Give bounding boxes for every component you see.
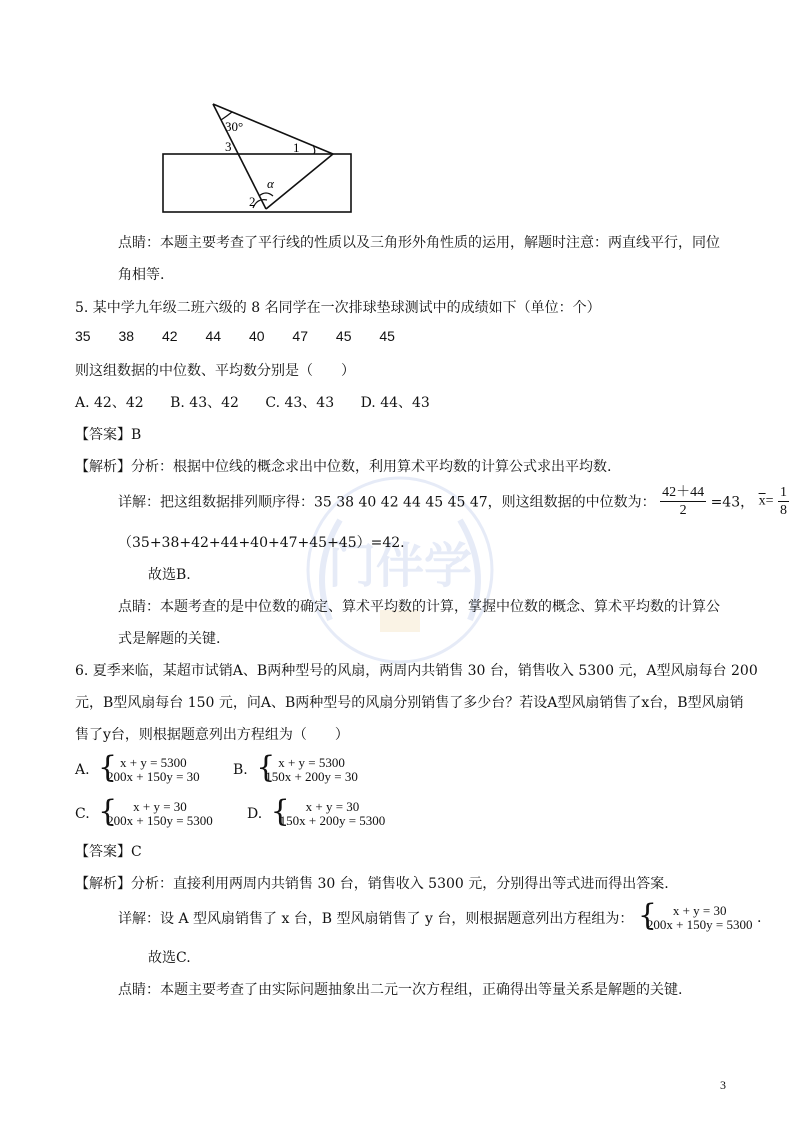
equation-line: x + y = 30 <box>133 799 187 814</box>
q6-option-d <box>247 794 386 829</box>
q6-option-c-label: C. <box>75 806 90 822</box>
geometry-figure <box>155 98 360 218</box>
label-alpha: α <box>267 176 274 191</box>
equation-line: x + y = 30 <box>305 799 360 814</box>
q5-detail-prefix: 详解：把这组数据排列顺序得：35 38 40 42 44 45 45 47，则这组数据的中位数为： <box>118 494 656 511</box>
q4-note-line2: 角相等. <box>118 267 165 283</box>
q5-detail <box>118 484 789 519</box>
q5-stem: 5. 某中学九年级二班六级的 8 名同学在一次排球垫球测试中的成绩如下（单位：个） <box>75 300 601 316</box>
median-numerator: 42＋44 <box>662 485 705 500</box>
q5-option-a: A. 42、42 <box>75 395 144 411</box>
equation-line: x + y = 5300 <box>120 755 187 770</box>
label-3: 3 <box>225 139 232 154</box>
q5-conclusion: 故选B. <box>148 567 191 583</box>
q6-detail-end: . <box>756 910 762 926</box>
equation-line: 200x + 150y = 30 <box>107 769 200 784</box>
label-30: 30° <box>225 119 244 134</box>
q6-detail-system <box>637 898 753 933</box>
q6-stem-line1: 6. 夏季来临，某超市试销A、B两种型号的风扇，两周内共销售 30 台，销售收入 5300 元，A型风扇每台 200 <box>75 663 758 679</box>
mean-equals: = <box>765 493 774 509</box>
score-item: 45 <box>379 328 395 344</box>
median-result: =43， <box>710 494 755 511</box>
q6-option-c-system <box>98 794 213 829</box>
mean-fraction <box>778 484 789 519</box>
score-item: 45 <box>335 328 352 344</box>
q6-option-d-system <box>270 794 386 829</box>
q6-option-a <box>75 750 200 785</box>
q6-detail-text: 详解：设 A 型风扇销售了 x 台，B 型风扇销售了 y 台，则根据题意列出方程组为： <box>118 911 634 927</box>
mean-numerator: 1 <box>779 485 787 500</box>
q5-note-line2: 式是解题的关键. <box>118 631 221 647</box>
q6-analysis: 【解析】分析：直接利用两周内共销售 30 台，销售收入 5300 元，分别得出等式进而得出答案. <box>75 876 669 892</box>
q5-note-line1: 点睛：本题考查的是中位数的确定、算术平均数的计算，掌握中位数的概念、算术平均数的计算公 <box>118 599 720 615</box>
q6-answer: 【答案】C <box>75 844 142 860</box>
q6-option-a-system <box>98 750 200 785</box>
score-item: 38 <box>118 328 135 344</box>
equation-line: 150x + 200y = 5300 <box>279 813 386 828</box>
brace-icon: { <box>270 794 290 829</box>
equation-line: 150x + 200y = 30 <box>265 769 358 784</box>
equation-line: 200x + 150y = 5300 <box>646 917 753 932</box>
q6-conclusion: 故选C. <box>148 950 191 966</box>
page-number: 3 <box>720 1078 726 1092</box>
q5-option-c: C. 43、43 <box>265 395 335 411</box>
q6-option-b <box>233 750 358 785</box>
score-item: 44 <box>205 328 222 344</box>
brace-icon: { <box>98 750 118 785</box>
q6-option-d-label: D. <box>247 806 263 822</box>
q5-question: 则这组数据的中位数、平均数分别是（ ） <box>75 363 355 379</box>
q5-mean-sum: （35+38+42+44+40+47+45+45）=42. <box>118 535 405 551</box>
q5-scores <box>75 328 395 344</box>
label-2: 2 <box>249 194 256 209</box>
q6-option-a-label: A. <box>75 762 90 778</box>
score-item: 35 <box>75 328 91 344</box>
q5-analysis: 【解析】分析：根据中位线的概念求出中位数，利用算术平均数的计算公式求出平均数. <box>75 459 612 475</box>
q4-note-line1: 点睛：本题主要考查了平行线的性质以及三角形外角性质的运用，解题时注意：两直线平行，同位 <box>118 235 720 251</box>
score-item: 42 <box>161 328 178 344</box>
q6-detail <box>118 898 762 933</box>
median-fraction <box>660 484 706 519</box>
mean-denominator: 8 <box>779 503 787 518</box>
score-item: 40 <box>248 328 265 344</box>
q6-stem-line3: 售了y台，则根据题意列出方程组为（ ） <box>75 727 349 743</box>
q6-stem-line2: 元，B型风扇每台 150 元，问A、B两种型号的风扇分别销售了多少台？若设A型风扇销售了x台，B型风扇销 <box>75 695 744 711</box>
q6-option-b-label: B. <box>233 762 248 778</box>
q6-option-c <box>75 794 213 829</box>
score-item: 47 <box>292 328 308 344</box>
brace-icon: { <box>637 898 657 933</box>
angle-arc-alpha <box>259 193 273 196</box>
q5-options <box>75 392 430 412</box>
equation-line: x + y = 5300 <box>278 755 345 770</box>
q5-answer: 【答案】B <box>75 427 142 443</box>
q5-option-d: D. 44、43 <box>360 395 430 411</box>
brace-icon: { <box>98 794 118 829</box>
median-denominator: 2 <box>679 503 687 518</box>
label-1: 1 <box>293 140 300 155</box>
q6-option-b-system <box>256 750 358 785</box>
watermark-text: 门伴学 <box>327 538 473 594</box>
equation-line: x + y = 30 <box>672 903 727 918</box>
brace-icon: { <box>256 750 276 785</box>
mean-symbol: $\overline{x}$ <box>758 493 766 509</box>
triangle-side-right <box>266 154 333 209</box>
q6-note: 点睛：本题主要考查了由实际问题抽象出二元一次方程组，正确得出等量关系是解题的关键. <box>118 982 683 998</box>
equation-line: 200x + 150y = 5300 <box>107 813 213 828</box>
q5-option-b: B. 43、42 <box>170 395 239 411</box>
